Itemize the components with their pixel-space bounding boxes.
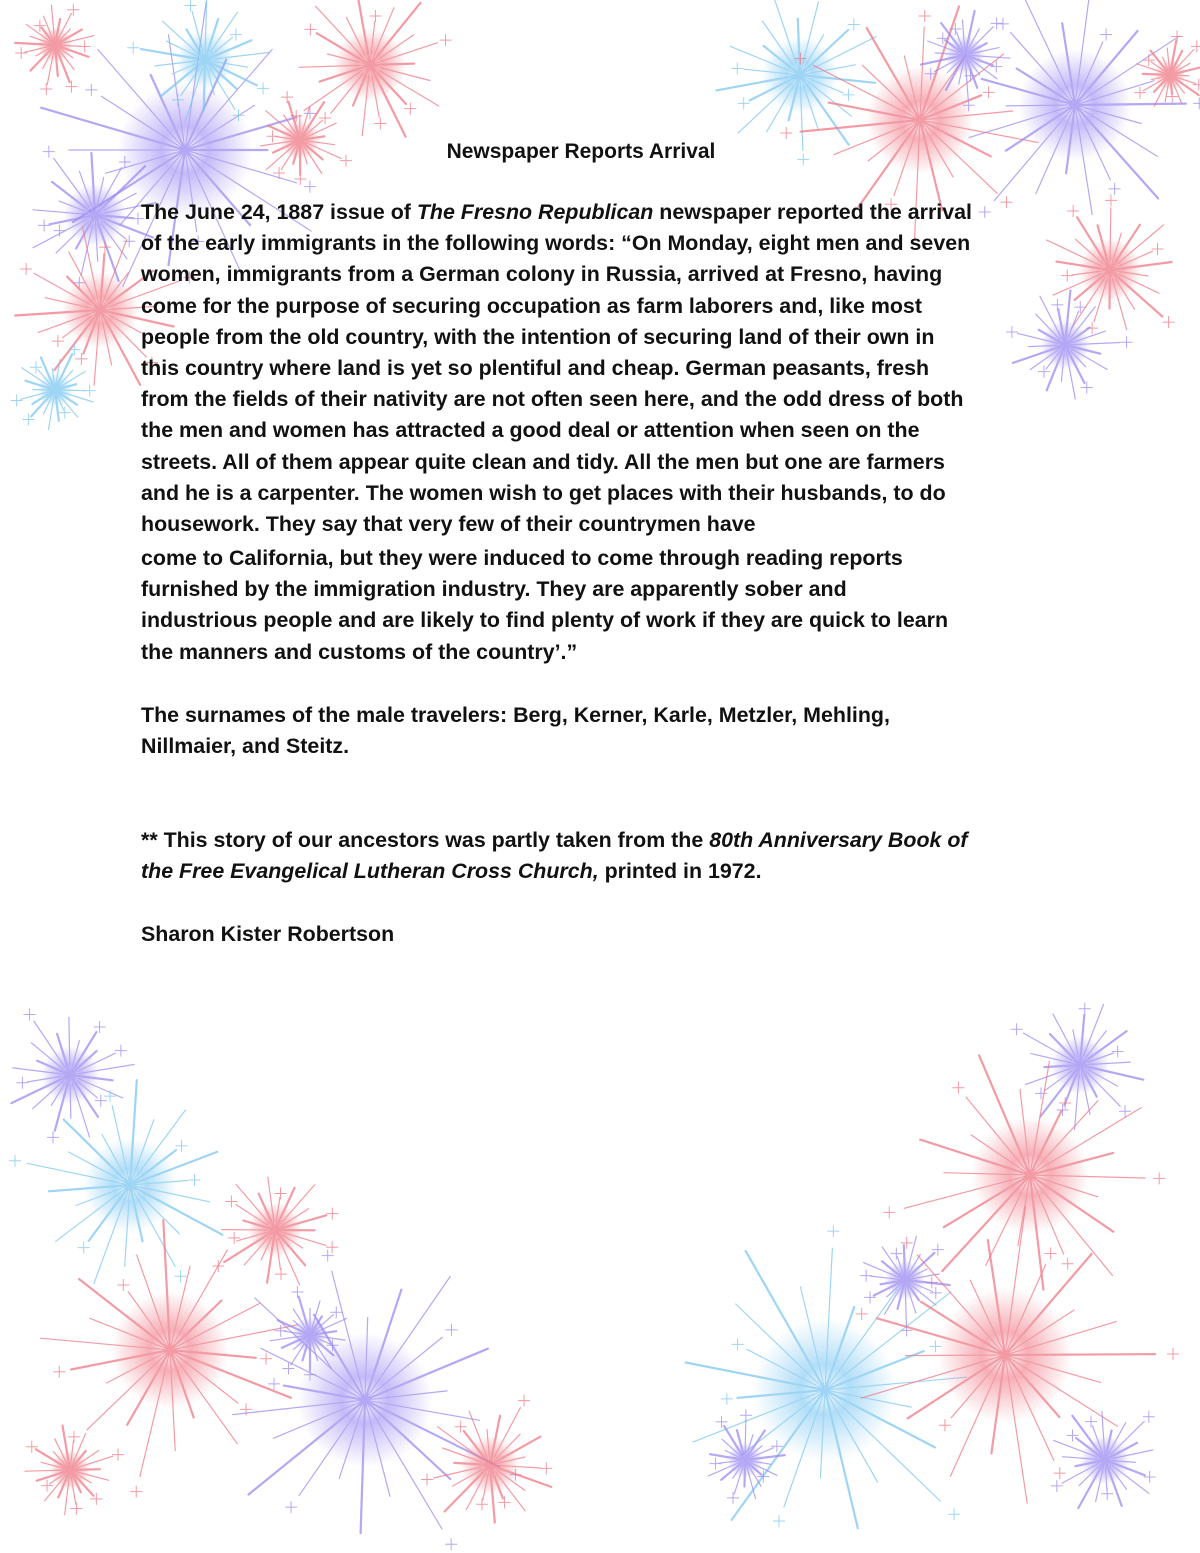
text-line xyxy=(141,700,1071,731)
text-line xyxy=(141,259,1071,290)
article-paragraph-continued xyxy=(141,543,1071,668)
text-line xyxy=(141,825,1071,856)
text-line xyxy=(141,478,1071,509)
text-run: from the fields of their nativity are not often seen here, and the odd dress of both xyxy=(141,387,964,412)
text-run: furnished by the immigration industry. They are apparently sober and xyxy=(141,577,847,602)
italic-title-text: 80th Anniversary Book of xyxy=(709,828,968,852)
italic-title-text: The Fresno Republican xyxy=(416,200,654,224)
text-line xyxy=(141,415,1071,446)
text-line xyxy=(141,543,1071,574)
text-run: of the early immigrants in the following words: “On Monday, eight men and seven xyxy=(141,231,971,256)
text-run: this country where land is yet so plentiful and cheap. German peasants, fresh xyxy=(141,356,930,381)
text-run: Nillmaier, and Steitz. xyxy=(141,734,350,759)
text-line xyxy=(141,574,1071,605)
text-line xyxy=(141,322,1071,353)
text-line xyxy=(141,509,1071,540)
text-run: ** This story of our ancestors was partly taken from the xyxy=(141,828,710,852)
article-paragraph xyxy=(141,197,1071,540)
author-name: Sharon Kister Robertson xyxy=(141,922,395,946)
document-title: Newspaper Reports Arrival xyxy=(446,140,716,163)
text-line xyxy=(141,197,1071,228)
text-run: industrious people and are likely to find plenty of work if they are quick to learn xyxy=(141,608,949,633)
text-line xyxy=(141,856,1071,887)
text-run: people from the old country, with the intention of securing land of their own in xyxy=(141,324,935,349)
text-line xyxy=(141,353,1071,384)
text-run: printed in 1972. xyxy=(598,859,762,884)
text-run: The June 24, 1887 issue of xyxy=(141,200,417,224)
text-line xyxy=(141,731,1071,762)
text-line xyxy=(141,228,1071,259)
text-run: the men and women has attracted a good deal or attention when seen on the xyxy=(141,418,920,443)
text-line xyxy=(141,384,1071,415)
text-run: The surnames of the male travelers: Berg, Kerner, Karle, Metzler, Mehling, xyxy=(141,703,890,727)
text-run: streets. All of them appear quite clean and tidy. All the men but one are farmers xyxy=(141,449,945,474)
italic-title-text: the Free Evangelical Lutheran Cross Church, xyxy=(141,859,599,884)
text-line xyxy=(141,447,1071,478)
text-line xyxy=(141,291,1071,322)
text-run: the manners and customs of the country’.” xyxy=(141,639,578,664)
text-run: come to California, but they were induced to come through reading reports xyxy=(141,546,903,570)
text-run: housework. They say that very few of their countrymen have xyxy=(141,512,756,537)
text-run: women, immigrants from a German colony in Russia, arrived at Fresno, having xyxy=(141,262,943,287)
text-line xyxy=(141,637,1071,668)
text-run: come for the purpose of securing occupation as farm laborers and, like most xyxy=(141,293,922,318)
text-line xyxy=(141,605,1071,636)
text-run: newspaper reported the arrival xyxy=(653,200,972,224)
text-run: and he is a carpenter. The women wish to get places with their husbands, to do xyxy=(141,480,946,505)
surnames-paragraph xyxy=(141,700,1071,762)
source-note-paragraph xyxy=(141,825,1071,887)
